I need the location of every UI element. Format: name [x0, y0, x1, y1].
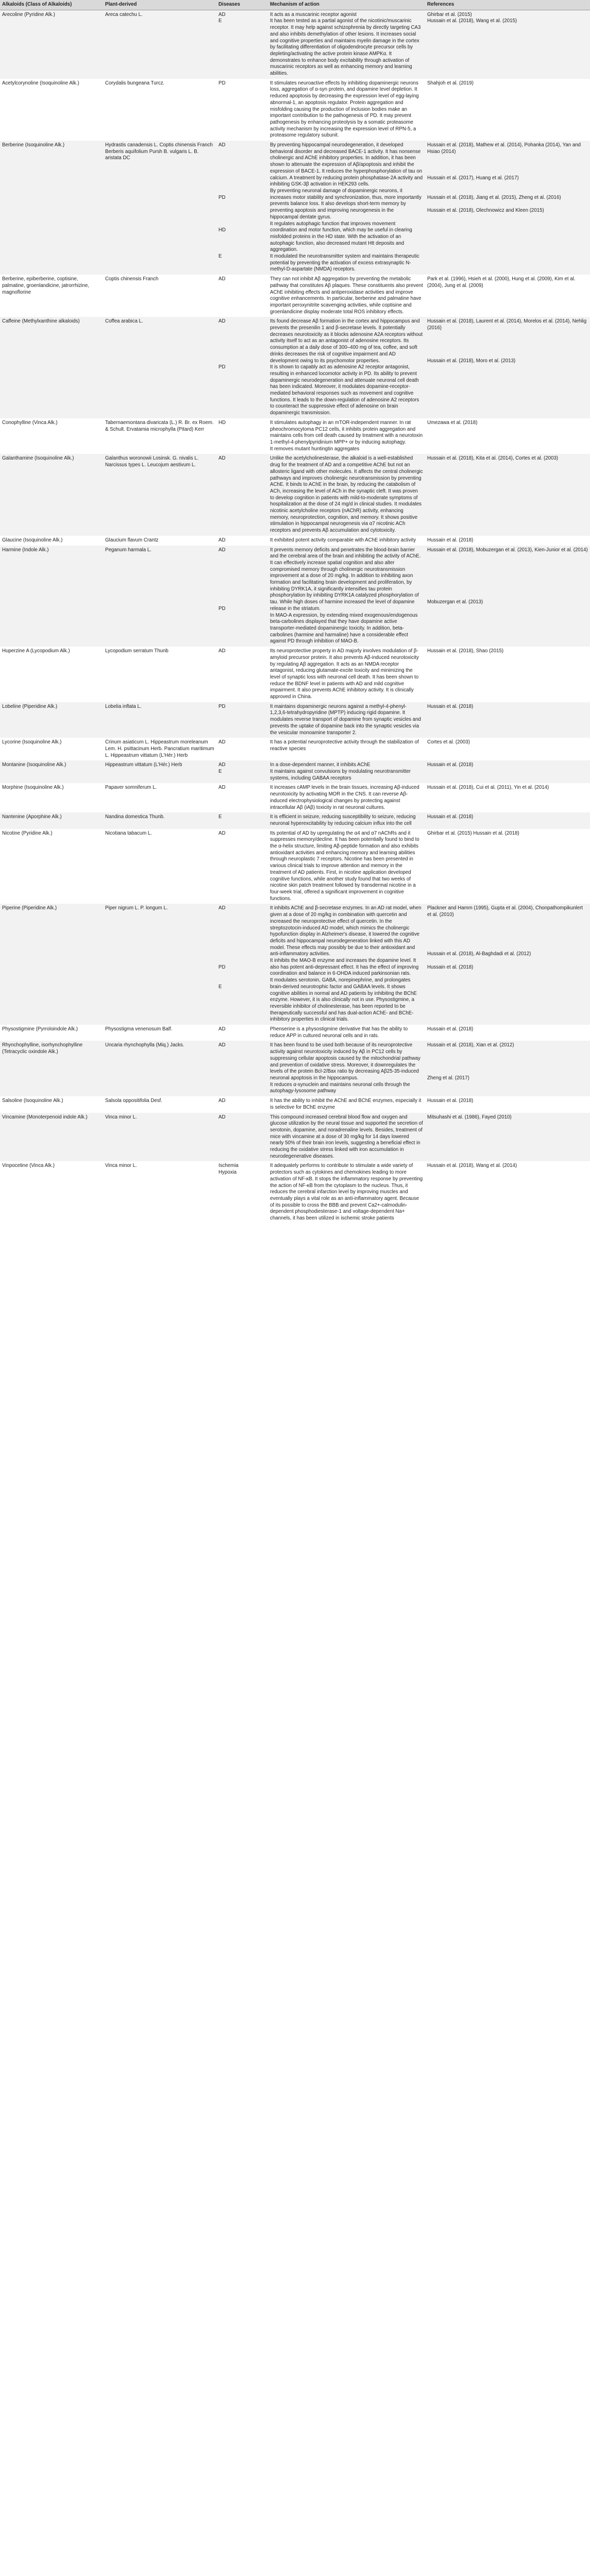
cell-references: Hussain et al. (2018), Mobuzergan et al. (2013), Kien-Junior et al. (2014) Mobuzergan et al. (2013) — [425, 546, 590, 647]
cell-plant-derived: Hydrastis canadensis L. Coptis chinensis Franch Berberis aquifolium Pursh B. vulgaris L. B. aristata DC — [103, 141, 216, 275]
cell-diseases: AD — [216, 1025, 268, 1041]
cell-mechanism: Unlike the acetylcholinesterase, the alkaloid is a well-established drug for the treatment of AD and a competitive AChE but not an allosteric ligand with other molecules. It affects the central cholinergic pathways and improves cholinergic neurotransmission by preventing AChE. It binds to AChE in the brain, by reducing the catabolism of ACh, increasing the level of ACh in the synaptic cleft. It was proven to develop cognition in patients with mild-to-moderate symptoms of hospitalization at the dose of 24 mg/d in clinical studies. It modulates nicotinic acetylcholine receptors (nAChR) activity, enhancing memory, neuroprotection, cognition, and memory. It shows positive stimulation in hippocampal neurogenesis via α7 nicotinic ACh receptors and prevents Aβ accumulation and cytotoxicity. — [268, 454, 425, 535]
cell-mechanism: Its potential of AD by upregulating the α4 and α7 nAChRs and it suppresses memory/decline. It has been potentially found to bind to the α-helix structure, limiting Aβ-peptide formation and also exhibits antioxidant activities and enhancing memory and learning abilities through neuroplastic 7 receptors. Nicotine has been presented in various clinical trials to improve attention and memory in the treatment of AD patients. First, in nicotine application developed cognitive functions, while another study found that two weeks of nicotine skin patch treatment followed by transdermal nicotine in a four-week trial, offered a significant improvement in cognitive functions. — [268, 829, 425, 904]
cell-diseases: PD — [216, 702, 268, 738]
table-row — [0, 1041, 590, 1096]
table-row — [0, 702, 590, 738]
header-mechanism: Mechanism of action — [268, 0, 425, 10]
cell-diseases: AD — [216, 1041, 268, 1096]
cell-alkaloid: Berberine (Isoquinoline Alk.) — [0, 141, 103, 275]
cell-references: Hussain et al. (2018), Mathew et al. (2014), Pohanka (2014), Yan and Hsiao (2014) Hussain et al. (2017), Huang et al. (2017) Hussain et al. (2018), Jiang et al. (2015), Zheng et al. (2016) Hussain et al. (2018), Olechnowicz and Kleen (2015) — [425, 141, 590, 275]
cell-alkaloid: Vinpocetine (Vinca Alk.) — [0, 1161, 103, 1223]
cell-alkaloid: Salsoline (Isoquinoline Alk.) — [0, 1096, 103, 1112]
cell-mechanism: It acts as a muscarinic receptor agonist It has been tested as a partial agonist of the nicotinic/muscarinic receptor. It may help against schizophrenia by directly targeting CA3 and also inhibits demethylation of other lesions. It increases social and cognitive properties and maintains myelin damage in the cortex by facilitating differentiation of oligodendrocyte precursor cells by depleting/activating the active protein kinase AMPKα. It demonstrates to enhance body excitability through activation of muscarinic receptors as well as enhancing memory and learning abilities. — [268, 10, 425, 79]
cell-mechanism: It maintains dopaminergic neurons against a methyl-4-phenyl-1,2,3,6-tetrahydropyridine (MPTP) inducing rigid dopamine. It modulates reverse transport of dopamine from synaptic vesicles and prevents the uptake of dopamine back into the synaptic vesicles via the vesicular monoamine transporter 2. — [268, 702, 425, 738]
cell-diseases: AD — [216, 647, 268, 702]
cell-diseases: AD — [216, 454, 268, 535]
table-row — [0, 536, 590, 546]
header-diseases: Diseases — [216, 0, 268, 10]
cell-plant-derived: Piper nigrum L. P. longum L. — [103, 904, 216, 1025]
cell-diseases: AD E — [216, 10, 268, 79]
cell-alkaloid: Physostigmine (Pyrroloindole Alk.) — [0, 1025, 103, 1041]
table-row — [0, 141, 590, 275]
cell-diseases: AD — [216, 829, 268, 904]
table-row — [0, 418, 590, 454]
cell-alkaloid: Caffeine (Methylxanthine alkaloids) — [0, 317, 103, 418]
cell-alkaloid: Piperine (Piperidine Alk.) — [0, 904, 103, 1025]
cell-mechanism: Phenserine is a physostigmine derivative that has the ability to reduce APP in cultured neuronal cells and in rats. — [268, 1025, 425, 1041]
cell-references: Shahjoh et al. (2019) — [425, 79, 590, 141]
cell-plant-derived: Papaver somniferum L. — [103, 783, 216, 812]
cell-plant-derived: Lycopodium serratum Thunb — [103, 647, 216, 702]
cell-references: Ghirbar et al. (2015) Hussain et al. (2018), Wang et al. (2015) — [425, 10, 590, 79]
cell-references: Hussain et al. (2018) — [425, 1025, 590, 1041]
cell-alkaloid: Vincamine (Monoterpenoid indole Alk.) — [0, 1113, 103, 1162]
cell-mechanism: It exhibited potent activity comparable with AChE inhibitory activity — [268, 536, 425, 546]
cell-plant-derived: Coptis chinensis Franch — [103, 275, 216, 317]
cell-plant-derived: Tabernaemontana divaricata (L.) R. Br. ex Roem. & Schult. Ervatamia microphylla (Pitard) Kerr — [103, 418, 216, 454]
table-row — [0, 1161, 590, 1223]
cell-plant-derived: Nandina domestica Thunb. — [103, 812, 216, 828]
cell-diseases: AD — [216, 783, 268, 812]
cell-alkaloid: Rhynchophylline, isorhynchophylline (Tetracyclic oxindole Alk.) — [0, 1041, 103, 1096]
cell-mechanism: It stimulates autophagy in an mTOR-independent manner. In rat pheochromocytoma PC12 cells, it inhibits protein aggregation and maintains cells from cell death caused by treatment with a neurotoxin 1-methyl-4-phenylpyridinium MPP+ or by inducing autophagy. It removes mutant huntingtin aggregates — [268, 418, 425, 454]
cell-plant-derived: Nicotiana tabacum L. — [103, 829, 216, 904]
cell-diseases: Ischemia Hypoxia — [216, 1161, 268, 1223]
cell-references: Ghirbar et al. (2015) Hussain et al. (2018) — [425, 829, 590, 904]
cell-references: Hussain et al. (2018) — [425, 760, 590, 783]
cell-plant-derived: Areca catechu L. — [103, 10, 216, 79]
cell-references: Hussain et al. (2018) — [425, 1096, 590, 1112]
cell-mechanism: It has a potential neuroprotective activity through the stabilization of reactive species — [268, 738, 425, 760]
cell-diseases: AD — [216, 738, 268, 760]
cell-mechanism: It is efficient in seizure, reducing susceptibility to seizure, reducing neuronal hyperexcitability by reducing calcium influx into the cell — [268, 812, 425, 828]
cell-diseases: E — [216, 812, 268, 828]
cell-diseases: HD — [216, 418, 268, 454]
table-row — [0, 546, 590, 647]
cell-plant-derived: Physostigma venenosum Balf. — [103, 1025, 216, 1041]
cell-references: Hussain et al. (2018), Shao (2015) — [425, 647, 590, 702]
cell-references: Umezawa et al. (2018) — [425, 418, 590, 454]
table-row — [0, 1113, 590, 1162]
table-row — [0, 647, 590, 702]
cell-plant-derived: Corydalis bungeana Turcz. — [103, 79, 216, 141]
cell-diseases: AD PD HD E — [216, 141, 268, 275]
cell-plant-derived: Vinca minor L. — [103, 1161, 216, 1223]
cell-diseases: AD — [216, 536, 268, 546]
cell-diseases: AD PD E — [216, 904, 268, 1025]
cell-references: Hussain et al. (2018), Wang et al. (2014) — [425, 1161, 590, 1223]
cell-references: Plackner and Hamm (1995), Gupta et al. (2004), Chonpathompikunlert et al. (2010) Hussain et al. (2018), Al-Baghdadi et al. (2012) Hussain et al. (2018) — [425, 904, 590, 1025]
cell-mechanism: It prevents memory deficits and penetrates the blood-brain barrier and the cerebral area of the brain and inhibiting the activity of AChE. It can effectively increase spatial cognition and also alter compromised memory through cholinergic neurotransmission improvement at a dose of 20 mg/kg. In addition to inhibiting axon formation and facilitating brain development and proliferation, by inhibiting DYRK1A, it significantly intensifies tau protein phosphorylation by inhibiting DYRK1A catalyzed phosphorylation of tau. While high doses of harmine increased the level of dopamine release in the striatum. In MAO-A expression, by extending mixed exogenous/endogenous beta-carbolines displayed that they have dopamine active transporter-mediated dopaminergic toxicity. In addition, beta-carbolines (harmine and harmaline) have a considerable effect against PD through inhibition of MAO-B. — [268, 546, 425, 647]
table-row — [0, 812, 590, 828]
cell-mechanism: It inhibits AChE and β-secretase enzymes. In an AD rat model, when given at a dose of 20 mg/kg in combination with quercetin and increased the neuroprotective effect of quercetin. In the streptozotocin-induced AD model, which mimics the cholinergic hypofunction display in Alzheimer's disease, it lowered the cognitive deficits and hippocampal neurodegeneration linked with this AD model. These effects may possibly be due to their antioxidant and anti-inflammatory activities. It inhibits the MAO-B enzyme and increases the dopamine level. It also has potent anti-depressant effect. It has the effect of improving coordination and balance in 6-OHDA induced parkinsonian rats. It modulates serotonin, GABA, norepinephrine, and prolongates brain-derived neurotrophic factor and GABAA levels. It shows cognitive abilities in normal and AD patients by inhibiting the BChE enzyme. However, it is also clinically not in use. Physostigmine, a reversible inhibitor of cholinesterase, has been reported to be therapeutically successful and has dual-action AChE- and BChE-inhibitory properties in clinical trials. — [268, 904, 425, 1025]
cell-diseases: AD — [216, 1096, 268, 1112]
cell-mechanism: They can not inhibit Aβ aggregation by preventing the metabolic pathway that constitutes Aβ plaques. These constituents also prevent AChE inhibiting effects and antiperoxidase activities and improve cognitive enhancements. In particular, berberine and palmatine have important peroxynitrite scavenging activities, while coptisine and groenlandicine display moderate total ROS inhibitory effects. — [268, 275, 425, 317]
cell-references: Mitsuhashi et al. (1986), Fayed (2010) — [425, 1113, 590, 1162]
cell-mechanism: It adequately performs to contribute to stimulate a wide variety of protectors such as cytokines and chemokines leading to more activation of NF-κB. It stops the inflammatory response by preventing the action of NF-κB from the cytoplasm to the nucleus. Thus, it reduces the cerebral infarction level by improving muscles and eventually plays a vital role as an anti-inflammatory agent. Because of its possible to cross the BBB and prevent Ca2+-calmodulin-dependent phosphodiesterase-1 and voltage-dependent Na+ channels, it has been utilized in ischemic stroke patients — [268, 1161, 425, 1223]
table-row — [0, 10, 590, 79]
table-row — [0, 829, 590, 904]
alkaloids-table — [0, 0, 590, 1224]
cell-references: Hussain et al. (2018), Cui et al. (2011), Yin et al. (2014) — [425, 783, 590, 812]
cell-alkaloid: Conophylline (Vinca Alk.) — [0, 418, 103, 454]
cell-mechanism: In a dose-dependent manner, it inhibits AChE It maintains against convulsions by modulating neurotransmitter systems, including GABAA receptors — [268, 760, 425, 783]
cell-alkaloid: Lycorine (Isoquinoline Alk.) — [0, 738, 103, 760]
table-row — [0, 760, 590, 783]
cell-plant-derived: Glaucium flavum Crantz — [103, 536, 216, 546]
cell-mechanism: By preventing hippocampal neurodegeneration, it developed behavioral disorder and decreased BACE-1 activity. It has nonsense cholinergic and AChE inhibitory properties. In addition, it has been shown to attenuate the expression of Aβ/apoptosis and inhibit the expression of BACE-1. It reduces the hyperphosphorylation of tau on calcium. A treatment by reducing protein phosphatase-2A activity and inhibiting GSK-3β activation in HEK293 cells. By preventing neuronal damage of dopaminergic neurons, it increases motor stability and synchronization, thus, more importantly prevents balance loss. It also develops short-term memory by preventing apoptosis and improving neurogenesis in the hippocampal dentate gyrus. It regulates autophagic function that improves movement coordination and motor function, which may be useful in clearing misfolded proteins in the HD state. With the activation of an autophagic function, also decreased mutant Htt deposits and aggregation. It modulated the neurotransmitter system and maintains therapeutic potential by preventing the activation of excess extrasynaptic N-methyl-D-aspartate (NMDA) receptors. — [268, 141, 425, 275]
cell-diseases: AD E — [216, 760, 268, 783]
cell-alkaloid: Berberine, epiberberine, coptisine, palmatine, groenlandicine, jatrorrhizine, magnoflorine — [0, 275, 103, 317]
table-header-row — [0, 0, 590, 10]
cell-references: Hussain et al. (2018), Xian et al. (2012) Zheng et al. (2017) — [425, 1041, 590, 1096]
header-plant-derived: Plant-derived — [103, 0, 216, 10]
header-references: References — [425, 0, 590, 10]
cell-plant-derived: Vinca minor L. — [103, 1113, 216, 1162]
cell-references: Hussain et al. (2018), Kita et al. (2014), Cortes et al. (2003) — [425, 454, 590, 535]
cell-alkaloid: Nicotine (Pyridine Alk.) — [0, 829, 103, 904]
header-alkaloids: Alkaloids (Class of Alkaloids) — [0, 0, 103, 10]
cell-references: Hussain et al. (2018) — [425, 702, 590, 738]
table-row — [0, 79, 590, 141]
cell-alkaloid: Harmine (Indole Alk.) — [0, 546, 103, 647]
table-row — [0, 275, 590, 317]
cell-mechanism: It has been found to be used both because of its neuroprotective activity against neurotoxicity induced by Aβ in PC12 cells by suppressing cellular apoptosis caused by the mitochondrial pathway and prevention of oxidative stress. Moreover, it downregulates the levels of the protein Bcl-2/Bax ratio by decreasing Aβ25-35-induced neuronal apoptosis in the hippocampus. It reduces α-synuclein and maintains neuronal cells through the autophagy-lysosome pathway — [268, 1041, 425, 1096]
cell-alkaloid: Morphine (Isoquinoline Alk.) — [0, 783, 103, 812]
cell-plant-derived: Salsola oppositifolia Desf. — [103, 1096, 216, 1112]
cell-mechanism: This compound increased cerebral blood flow and oxygen and glucose utilization by the neural tissue and supported the secretion of serotonin, dopamine, and noradrenaline levels. Besides, treatment of mice with vincamine at a dose of 30 mg/kg for 14 days lowered nearly 50% of their brain iron levels, suggesting a beneficial effect in reducing the oxidative stress linked with iron accumulation in neurodegenerative diseases. — [268, 1113, 425, 1162]
cell-alkaloid: Galanthamine (Isoquinoline Alk.) — [0, 454, 103, 535]
cell-plant-derived: Coffea arabica L. — [103, 317, 216, 418]
table-row — [0, 738, 590, 760]
cell-alkaloid: Acetylcorynoline (Isoquinoline Alk.) — [0, 79, 103, 141]
cell-alkaloid: Montanine (Isoquinoline Alk.) — [0, 760, 103, 783]
cell-mechanism: It has the ability to inhibit the AChE and BChE enzymes, especially it is selective for BChE enzyme — [268, 1096, 425, 1112]
table-row — [0, 454, 590, 535]
cell-alkaloid: Lobeline (Piperidine Alk.) — [0, 702, 103, 738]
table-row — [0, 317, 590, 418]
cell-mechanism: Its found decrease Aβ formation in the cortex and hippocampus and prevents the presenilin 1 and β-secretase levels. It potentially decreases neurotoxicity as it blocks adenosine A2A receptors without activity itself to act as an antagonist of adenosine receptors. Its consumption at a daily dose of 300–400 mg of tea, coffee, and soft drinks decreases the risk of cognitive impairment and AD development owing to its psychomotor properties. It is shown to capably act as adenosine A2 receptor antagonist, resulting in enhanced locomotor activity in PD. Its ability to prevent dopaminergic neurodegeneration and attenuate neuronal cell death has been indicated. Moreover, it modulates dopamine-receptor-mediated behavioral responses such as movement and cognitive functions. It leads to the down-regulation of adenosine A2 receptors to counteract the suppressive effect of adenosine on brain dopaminergic transmission. — [268, 317, 425, 418]
cell-plant-derived: Galanthus woronowii Losinsk. G. nivalis L. Narcissus types L. Leucojum aestivum L. — [103, 454, 216, 535]
cell-plant-derived: Crinum asiaticum L. Hippeastrum moreleanum Lem. H. psittacinum Herb. Pancratium maritimum L. Hippeastrum vittatum (L'Hér.) Herb — [103, 738, 216, 760]
cell-alkaloid: Nantenine (Aporphine Alk.) — [0, 812, 103, 828]
cell-plant-derived: Uncaria rhynchophylla (Miq.) Jacks. — [103, 1041, 216, 1096]
cell-references: Park et al. (1996), Hsieh et al. (2000), Hung et al. (2009), Kim et al. (2004), Jung et al. (2009) — [425, 275, 590, 317]
cell-mechanism: Its neuroprotective property in AD majorly involves modulation of β-amyloid precursor protein. It also prevents Aβ-induced neurotoxicity by regulating Aβ aggregation. It acts as an NMDA receptor antagonist, reducing glutamate-excite toxicity and minimizing the level of synaptic loss with neuronal cell death. It has been shown to reduce the BDNF level in patients with AD and mild cognitive impairment. It also prevents AChE inhibitory activity. It is clinically approved in China. — [268, 647, 425, 702]
cell-diseases: AD — [216, 1113, 268, 1162]
cell-mechanism: It stimulates neuroactive effects by inhibiting dopaminergic neurons loss, aggregation of α-syn protein, and dopamine level depletion. It reduced apoptosis by decreasing the expression level of egg-laying abnormal-1, an apoptosis regulator. Protein aggregation and misfolding causing the production of inclusion bodies make an important contribution to the pathogenesis of PD. It may prevent pathogenesis by enhancing proteolysis by a somatic proteasome activity mechanism by increasing the expression level of RPN-5, a proteasome regulatory subunit. — [268, 79, 425, 141]
cell-diseases: PD — [216, 79, 268, 141]
cell-references: Hussain et al. (2018), Laurent et al. (2014), Morelos et al. (2014), Nehlig (2016) Hussain et al. (2018), Moro et al. (2013) — [425, 317, 590, 418]
cell-plant-derived: Hippeastrum vittatum (L'Hér.) Herb — [103, 760, 216, 783]
table-row — [0, 1096, 590, 1112]
cell-diseases: AD PD — [216, 546, 268, 647]
cell-alkaloid: Huperzine A (Lycopodium Alk.) — [0, 647, 103, 702]
cell-references: Hussain et al. (2018) — [425, 812, 590, 828]
cell-diseases: AD PD — [216, 317, 268, 418]
cell-alkaloid: Glaucine (Isoquinoline Alk.) — [0, 536, 103, 546]
cell-references: Hussain et al. (2018) — [425, 536, 590, 546]
cell-alkaloid: Arecoline (Pyridine Alk.) — [0, 10, 103, 79]
cell-mechanism: It increases cAMP levels in the brain tissues, increasing Aβ-induced neurotoxicity by activating MOR in the CNS. It can reverse Aβ-induced electrophysiological changes by protecting against intracellular Aβ (iAβ) toxicity in rat neuronal cultures. — [268, 783, 425, 812]
table-row — [0, 904, 590, 1025]
table-row — [0, 1025, 590, 1041]
table-row — [0, 783, 590, 812]
cell-diseases: AD — [216, 275, 268, 317]
cell-plant-derived: Peganum harmala L. — [103, 546, 216, 647]
cell-references: Cortes et al. (2003) — [425, 738, 590, 760]
cell-plant-derived: Lobelia inflata L. — [103, 702, 216, 738]
